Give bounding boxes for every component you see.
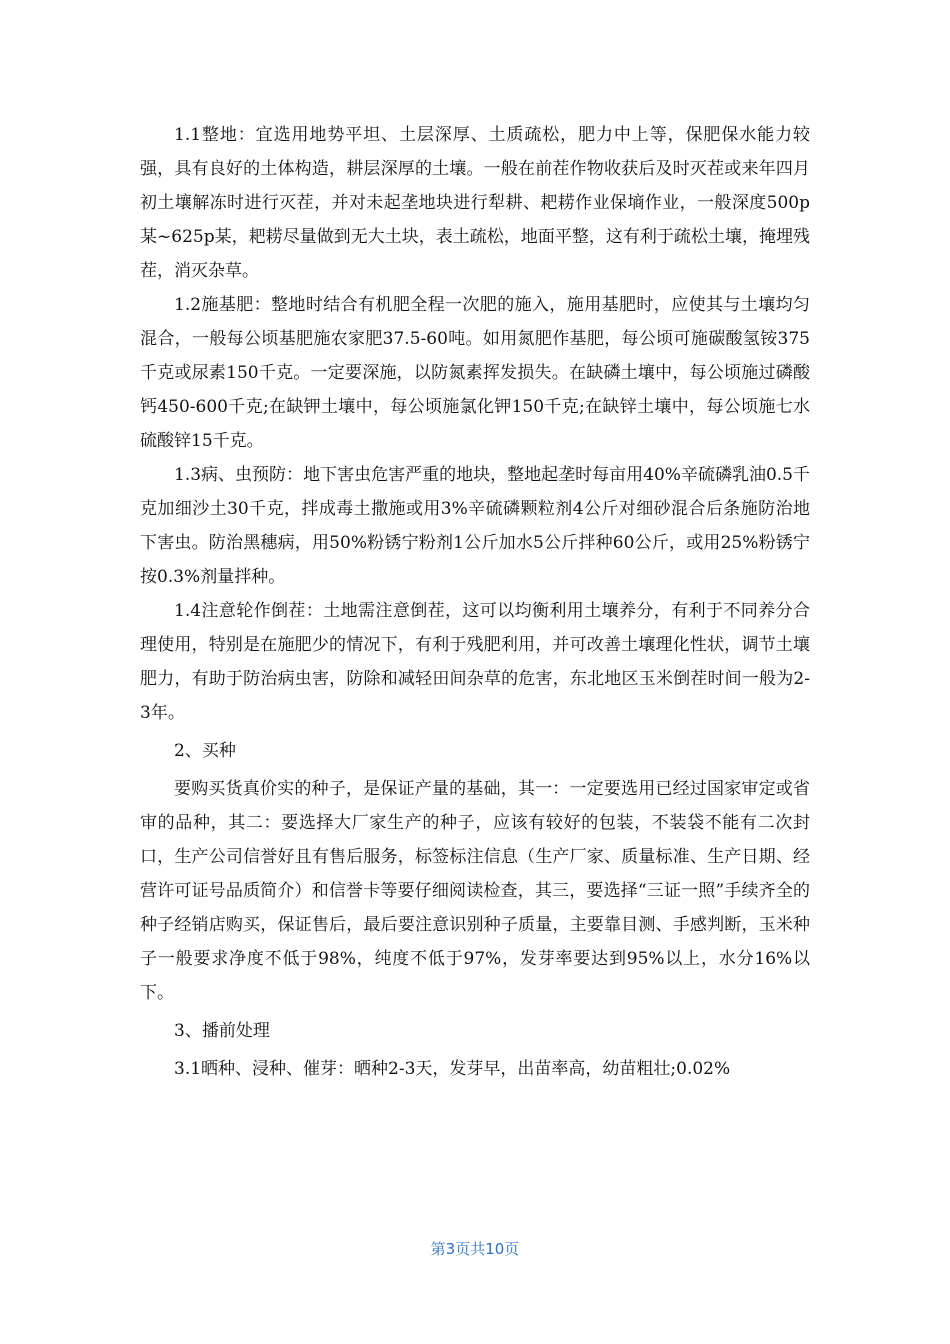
page-number-footer: 第3页共10页 bbox=[430, 1240, 520, 1258]
paragraph-land-preparation: 1.1整地：宜选用地势平坦、土层深厚、土质疏松，肥力中上等，保肥保水能力较强，具有良好的土体构造，耕层深厚的土壤。一般在前茬作物收获后及时灭茬或来年四月初土壤解冻时进行灭茬，并对未起垄地块进行犁耕、耙耢作业保墒作业，一般深度500p某~625p某，耙耢尽量做到无大土块，表土疏松，地面平整，这有利于疏松土壤，掩埋残茬，消灭杂草。 bbox=[140, 125, 810, 281]
paragraph-seed-treatment: 3.1晒种、浸种、催芽：晒种2-3天，发芽早，出苗率高，幼苗粗壮;0.02% bbox=[174, 1059, 731, 1079]
section-heading-pre-sowing: 3、播前处理 bbox=[174, 1021, 270, 1041]
paragraph-base-fertilizer: 1.2施基肥：整地时结合有机肥全程一次肥的施入，施用基肥时，应使其与土壤均匀混合，一般每公顷基肥施农家肥37.5-60吨。如用氮肥作基肥，每公顷可施碳酸氢铵375千克或尿素150千克。一定要深施，以防氮素挥发损失。在缺磷土壤中，每公顷施过磷酸钙450-600千克;在缺钾土壤中，每公顷施氯化钾150千克;在缺锌土壤中，每公顷施七水硫酸锌15千克。 bbox=[140, 295, 810, 451]
document-body bbox=[140, 118, 810, 1086]
paragraph-pest-prevention: 1.3病、虫预防：地下害虫危害严重的地块，整地起垄时每亩用40%辛硫磷乳油0.5千克加细沙土30千克，拌成毒土撒施或用3%辛硫磷颗粒剂4公斤对细砂混合后条施防治地下害虫。防治黑穗病，用50%粉锈宁粉剂1公斤加水5公斤拌种60公斤，或用25%粉锈宁按0.3%剂量拌种。 bbox=[140, 465, 810, 587]
paragraph-buy-seeds: 要购买货真价实的种子，是保证产量的基础，其一：一定要选用已经过国家审定或省审的品种，其二：要选择大厂家生产的种子，应该有较好的包装，不装袋不能有二次封口，生产公司信誉好且有售后服务，标签标注信息（生产厂家、质量标准、生产日期、经营许可证号品质简介）和信誉卡等要仔细阅读检查，其三，要选择“三证一照”手续齐全的种子经销店购买，保证售后，最后要注意识别种子质量，主要靠目测、手感判断，玉米种子一般要求净度不低于98%，纯度不低于97%，发芽率要达到95%以上，水分16%以下。 bbox=[140, 779, 810, 1003]
section-heading-buy-seeds: 2、买种 bbox=[174, 741, 236, 761]
paragraph-crop-rotation: 1.4注意轮作倒茬：土地需注意倒茬，这可以均衡利用土壤养分，有利于不同养分合理使用，特别是在施肥少的情况下，有利于残肥利用，并可改善土壤理化性状，调节土壤肥力，有助于防治病虫害，防除和减轻田间杂草的危害，东北地区玉米倒茬时间一般为2-3年。 bbox=[140, 601, 810, 723]
